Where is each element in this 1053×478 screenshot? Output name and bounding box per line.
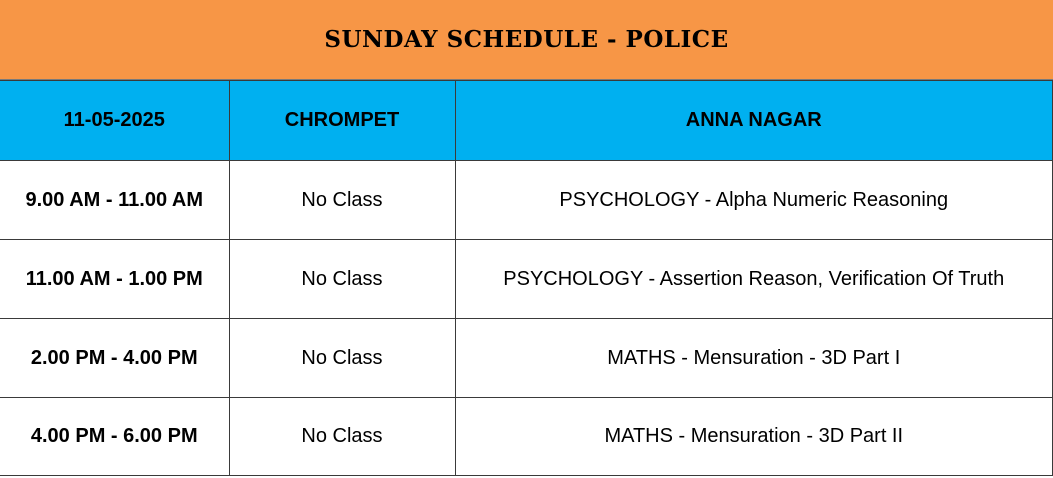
- table-row: [0, 398, 1053, 476]
- chrompet-class: No Class: [229, 319, 455, 398]
- chrompet-class: No Class: [229, 398, 455, 476]
- time-slot: 11.00 AM - 1.00 PM: [0, 240, 229, 319]
- header-date: 11-05-2025: [0, 81, 229, 161]
- time-slot: 2.00 PM - 4.00 PM: [0, 319, 229, 398]
- title-bar: [0, 0, 1053, 80]
- table-row: [0, 161, 1053, 240]
- chrompet-class: No Class: [229, 240, 455, 319]
- anna-nagar-class: MATHS - Mensuration - 3D Part I: [455, 319, 1053, 398]
- anna-nagar-class: MATHS - Mensuration - 3D Part II: [455, 398, 1053, 476]
- table-row: [0, 319, 1053, 398]
- schedule-table: [0, 80, 1053, 476]
- anna-nagar-class: PSYCHOLOGY - Alpha Numeric Reasoning: [455, 161, 1053, 240]
- header-anna-nagar: ANNA NAGAR: [455, 81, 1053, 161]
- chrompet-class: No Class: [229, 161, 455, 240]
- header-chrompet: CHROMPET: [229, 81, 455, 161]
- time-slot: 9.00 AM - 11.00 AM: [0, 161, 229, 240]
- anna-nagar-class: PSYCHOLOGY - Assertion Reason, Verification Of Truth: [455, 240, 1053, 319]
- table-row: [0, 240, 1053, 319]
- schedule-title: SUNDAY SCHEDULE - POLICE: [324, 26, 729, 53]
- time-slot: 4.00 PM - 6.00 PM: [0, 398, 229, 476]
- header-row: [0, 81, 1053, 161]
